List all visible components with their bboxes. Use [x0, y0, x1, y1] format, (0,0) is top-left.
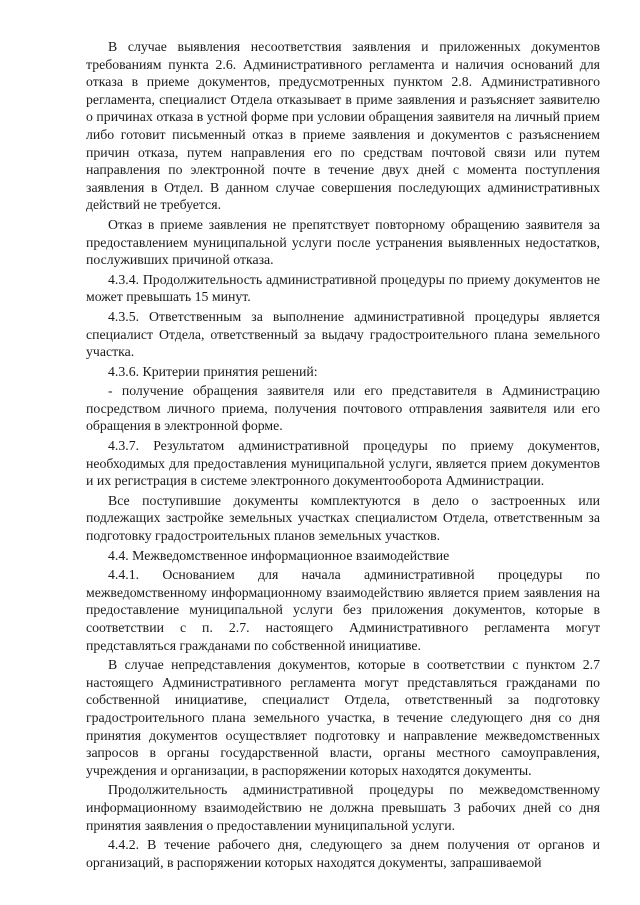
paragraph-4-4-1: 4.4.1. Основанием для начала административной процедуры по межведомственному информационному взаимодействию является прием заявления на предоставление муниципальной услуги без приложения документов, которые в соответствии с п. 2.7. настоящего Административного регламента могут представляться гражданами по собственной инициативе. [86, 567, 600, 653]
section-heading-4-4: 4.4. Межведомственное информационное взаимодействие [108, 547, 450, 563]
paragraph-criteria-item: - получение обращения заявителя или его представителя в Администрацию посредством личного приема, получения почтового отправления заявителя или его обращения в электронной форме. [86, 383, 600, 434]
paragraph-repeat-request: Отказ в приеме заявления не препятствует повторному обращению заявителя за предоставлением муниципальной услуги после устранения выявленных недостатков, послуживших причиной отказа. [86, 216, 600, 268]
paragraph-4-3-6: 4.3.6. Критерии принятия решений: [108, 363, 318, 379]
paragraph-interagency-requests: В случае непредставления документов, которые в соответствии с пунктом 2.7 настоящего Административного регламента могут представляться гражданами по собственной инициативе, специалист Отдела, ответственный за подготовку градостроительного плана земельного участка, в течение следующего дня со дня принятия документов осуществляет подготовку и направление межведомственных запросов в органы государственной власти, органы местного самоуправления, учреждения и организации, в распоряжении которых находятся документы. [86, 657, 600, 778]
paragraph-4-3-5: 4.3.5. Ответственным за выполнение административной процедуры является специалист Отдела, ответственный за выдачу градостроительного плана земельного участка. [86, 308, 600, 360]
paragraph-interagency-duration: Продолжительность административной процедуры по межведомственному информационному взаимодействию не должна превышать 3 рабочих дней со дня принятия заявления о предоставлении муниципальной услуги. [86, 782, 600, 833]
paragraph-documents-filing: Все поступившие документы комплектуются в дело о застроенных или подлежащих застройке земельных участках специалистом Отдела, ответственным за подготовку градостроительных планов земельных участков. [86, 492, 600, 544]
paragraph-4-3-7: 4.3.7. Результатом административной процедуры по приему документов, необходимых для предоставления муниципальной услуги, является прием документов и их регистрация в системе электронного документооборота Администрации. [86, 438, 600, 489]
paragraph-4-4-2: 4.4.2. В течение рабочего дня, следующего за днем получения от органов и организаций, в распоряжении которых находятся документы, запрашиваемой [86, 837, 600, 870]
paragraph-4-3-4: 4.3.4. Продолжительность административной процедуры по приему документов не может превышать 15 минут. [86, 271, 600, 305]
paragraph-refusal-procedure: В случае выявления несоответствия заявления и приложенных документов требованиям пункта 2.6. Административного регламента и наличия оснований для отказа в приеме документов, предусмотренных пунктом 2.8. Административного регламента, специалист Отдела отказывает в приме заявления и разъясняет заявителю о причинах отказа в устной форме при условии обращения заявителя на личный прием либо готовит письменный отказ в приеме заявления и документов с разъяснением причин отказа, путем направления его по средствам почтовой связи или путем направления по электронной почте в течение двух дней с момента поступления заявления в Отдел. В данном случае совершения последующих административных действий не требуется. [86, 39, 600, 213]
